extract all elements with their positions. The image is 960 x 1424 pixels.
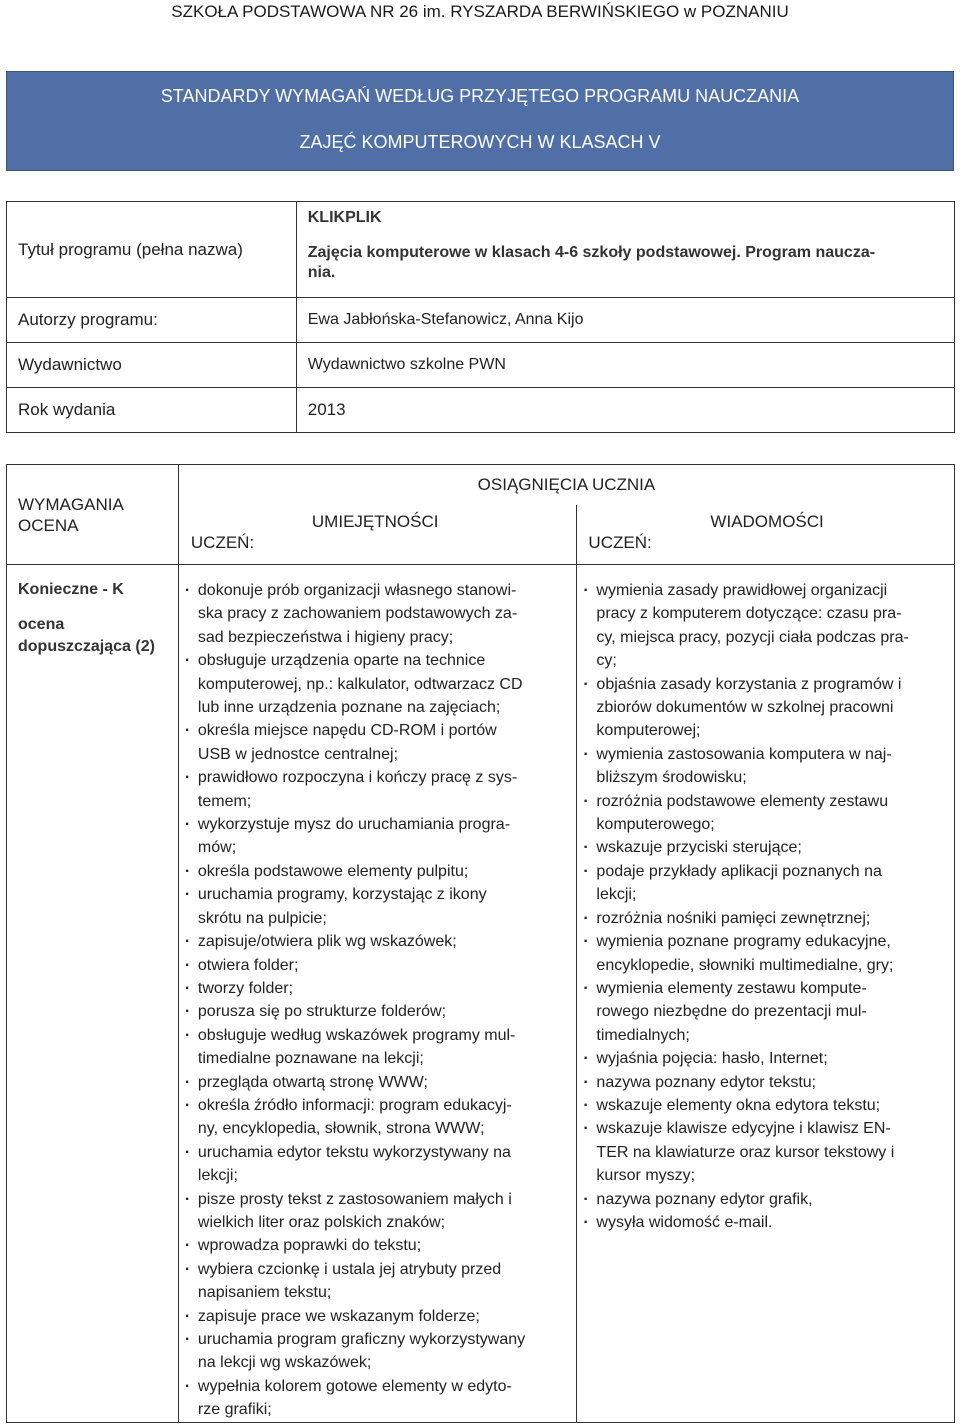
list-item-line: cy, miejsca pracy, pozycji ciała podczas pra-	[596, 628, 909, 646]
list-item	[577, 1117, 954, 1187]
list-item-line: TER na klawiaturze oraz kursor tekstowy i	[596, 1143, 895, 1161]
list-item-line: lekcji;	[596, 886, 637, 904]
list-item-line: · wymienia poznane programy edukacyjne,	[596, 933, 891, 951]
school-name: SZKOŁA PODSTAWOWA NR 26 im. RYSZARDA BERWIŃSKIEGO w POZNANIU	[171, 2, 789, 21]
list-item-line: lub inne urządzenia poznane na zajęciach;	[197, 699, 501, 717]
list-item	[179, 930, 577, 953]
list-item-line: · obsługuje według wskazówek programy mul-	[197, 1026, 516, 1044]
title-line-2: ZAJĘĆ KOMPUTEROWYCH W KLASACH V	[299, 132, 661, 152]
list-item-line: cy;	[596, 652, 617, 670]
list-item	[179, 1000, 577, 1023]
publisher-label: Wydawnictwo	[7, 343, 297, 388]
list-item-line: · nazywa poznany edytor grafik,	[596, 1190, 813, 1208]
list-item	[577, 907, 954, 930]
list-item-line: komputerowej;	[596, 722, 701, 740]
list-item	[179, 719, 577, 766]
list-item-line: USB w jednostce centralnej;	[197, 745, 399, 763]
list-item-line: zbiorów dokumentów w szkolnej pracowni	[596, 699, 894, 717]
authors-value: Ewa Jabłońska-Stefanowicz, Anna Kijo	[296, 298, 954, 343]
list-item-line: rowego niezbędne do prezentacji mul-	[596, 1003, 867, 1021]
list-item-line: · prawidłowo rozpoczyna i kończy pracę z sys-	[197, 769, 518, 787]
list-item-line: · wyjaśnia pojęcia: hasło, Internet;	[596, 1050, 828, 1068]
list-item-line: · rozróżnia podstawowe elementy zestawu	[596, 792, 889, 810]
list-item	[179, 860, 577, 883]
year-label: Rok wydania	[7, 388, 297, 433]
list-item-line: wielkich liter oraz polskich znaków;	[197, 1213, 446, 1231]
grade-line-2: dopuszczająca (2)	[18, 638, 155, 655]
list-item	[179, 1024, 577, 1071]
list-item-line: · tworzy folder;	[197, 979, 294, 997]
list-item-line: · porusza się po strukturze folderów;	[197, 1003, 447, 1021]
list-item-line: komputerowego;	[596, 816, 715, 834]
list-item-line: ska pracy z zachowaniem podstawowych za-	[197, 605, 518, 623]
program-desc-line-2: nia.	[307, 264, 336, 281]
list-item-line: rze grafiki;	[197, 1401, 272, 1419]
skills-header	[178, 505, 577, 565]
list-item	[179, 649, 577, 719]
list-item-line: · wskazuje przyciski sterujące;	[596, 839, 802, 857]
list-item	[577, 1071, 954, 1094]
list-item-line: · wykorzystuje mysz do uruchamiania progra-	[197, 816, 511, 834]
list-item	[179, 1328, 577, 1375]
list-item	[179, 1188, 577, 1235]
program-title-label-text: Tytuł programu (pełna nazwa)	[18, 239, 243, 259]
list-item-line: · wymienia zastosowania komputera w naj-	[596, 745, 892, 763]
list-item-line: pracy z komputerem dotyczące: czasu pra-	[596, 605, 902, 623]
list-item	[179, 766, 577, 813]
list-item	[577, 1188, 954, 1211]
list-item-line: · wybiera czcionkę i ustala jej atrybuty przed	[197, 1260, 502, 1278]
list-item	[179, 813, 577, 860]
program-title-value	[296, 202, 954, 298]
list-item-line: · uruchamia programy, korzystając z ikony	[197, 886, 487, 904]
list-item-line: bliższym środowisku;	[596, 769, 747, 787]
program-info-table	[6, 201, 955, 433]
knowledge-cell	[577, 565, 955, 1423]
list-item	[577, 977, 954, 1047]
list-item-line: timedialnych;	[596, 1026, 690, 1044]
title-line-1: STANDARDY WYMAGAŃ WEDŁUG PRZYJĘTEGO PROGRAMU NAUCZANIA	[160, 86, 800, 106]
list-item	[179, 579, 577, 649]
list-item-line: · obsługuje urządzenia oparte na technice	[197, 652, 486, 670]
list-item	[179, 1234, 577, 1257]
achievements-header: OSIĄGNIĘCIA UCZNIA	[178, 465, 954, 505]
list-item-line: temem;	[197, 792, 252, 810]
list-item	[577, 836, 954, 859]
title-banner	[6, 71, 954, 171]
list-item	[179, 1258, 577, 1305]
list-item-line: · pisze prosty tekst z zastosowaniem małych i	[197, 1190, 512, 1208]
authors-label: Autorzy programu:	[7, 298, 297, 343]
list-item	[577, 930, 954, 977]
list-item-line: skrótu na pulpicie;	[197, 909, 327, 927]
list-item	[577, 743, 954, 790]
list-item-line: timedialne poznawane na lekcji;	[197, 1050, 424, 1068]
skills-title: UMIEJĘTNOŚCI	[311, 511, 439, 531]
list-item-line: · określa podstawowe elementy pulpitu;	[197, 862, 469, 880]
list-item-line: · otwiera folder;	[197, 956, 299, 974]
list-item-line: · wymienia elementy zestawu kompute-	[596, 979, 867, 997]
list-item-line: · zapisuje/otwiera plik wg wskazówek;	[197, 933, 457, 951]
list-item	[179, 954, 577, 977]
list-item-line: komputerowej, np.: kalkulator, odtwarzacz CD	[197, 675, 523, 693]
list-item-line: encyklopedie, słowniki multimedialne, gry;	[596, 956, 894, 974]
list-item	[179, 977, 577, 1000]
knowledge-header	[577, 505, 955, 565]
list-item-line: sad bezpieczeństwa i higieny pracy;	[197, 628, 454, 646]
list-item-line: · wprowadza poprawki do tekstu;	[197, 1237, 422, 1255]
grade-line-1: ocena	[18, 616, 65, 633]
list-item	[179, 1375, 577, 1422]
list-item-line: · określa miejsce napędu CD-ROM i portów	[197, 722, 497, 740]
knowledge-list	[577, 579, 954, 1234]
list-item-line: · podaje przykłady aplikacji poznanych na	[596, 862, 882, 880]
knowledge-uczen-label: UCZEŃ:	[588, 532, 652, 552]
list-item	[577, 790, 954, 837]
skills-cell	[178, 565, 577, 1423]
program-desc-line-1: Zajęcia komputerowe w klasach 4-6 szkoły podstawowej. Program naucza-	[307, 244, 876, 261]
header-ocena: OCENA	[18, 515, 79, 535]
list-item	[179, 1305, 577, 1328]
list-item-line: · nazywa poznany edytor tekstu;	[596, 1073, 817, 1091]
list-item-line: · wskazuje elementy okna edytora tekstu;	[596, 1096, 881, 1114]
program-title-label	[7, 202, 297, 298]
list-item-line: · uruchamia program graficzny wykorzystywany	[197, 1331, 526, 1348]
list-item	[577, 673, 954, 743]
list-item-line: na lekcji wg wskazówek;	[197, 1354, 372, 1372]
list-item-line: · wypełnia kolorem gotowe elementy w edyto-	[197, 1377, 512, 1395]
list-item-line: · przegląda otwartą stronę WWW;	[197, 1073, 428, 1091]
skills-uczen-label: UCZEŃ:	[190, 532, 255, 552]
program-name: KLIKPLIK	[307, 209, 382, 226]
level-name: Konieczne - K	[18, 581, 124, 598]
list-item-line: · zapisuje prace we wskazanym folderze;	[197, 1307, 480, 1325]
list-item-line: napisaniem tekstu;	[197, 1284, 332, 1302]
list-item-line: · wymienia zasady prawidłowej organizacji	[596, 582, 888, 599]
list-item	[179, 1094, 577, 1141]
list-item	[577, 1047, 954, 1070]
list-item	[577, 1094, 954, 1117]
knowledge-title: WIADOMOŚCI	[710, 511, 824, 531]
level-cell	[7, 565, 179, 1423]
list-item-line: · dokonuje prób organizacji własnego stanowi-	[197, 582, 517, 599]
list-item	[179, 1141, 577, 1188]
list-item-line: lekcji;	[197, 1167, 238, 1185]
requirements-header	[7, 465, 179, 565]
skills-list	[179, 579, 577, 1422]
list-item-line: · wysyła widomość e-mail.	[596, 1213, 773, 1231]
list-item-line: ny, encyklopedia, słownik, strona WWW;	[197, 1120, 485, 1138]
list-item-line: · rozróżnia nośniki pamięci zewnętrznej;	[596, 909, 871, 927]
header-wymagania: WYMAGANIA	[18, 494, 124, 514]
list-item-line: · objaśnia zasady korzystania z programów i	[596, 675, 902, 693]
list-item-line: · określa źródło informacji: program edukacyj-	[197, 1096, 512, 1114]
requirements-table	[6, 464, 955, 1423]
year-value: 2013	[296, 388, 954, 433]
list-item	[577, 860, 954, 907]
list-item-line: · uruchamia edytor tekstu wykorzystywany na	[197, 1143, 511, 1161]
list-item	[577, 579, 954, 673]
list-item-line: · wskazuje klawisze edycyjne i klawisz EN-	[596, 1120, 891, 1138]
list-item	[179, 1071, 577, 1094]
list-item	[577, 1211, 954, 1234]
list-item-line: kursor myszy;	[596, 1167, 696, 1185]
list-item	[179, 883, 577, 930]
publisher-value: Wydawnictwo szkolne PWN	[296, 343, 954, 388]
list-item-line: mów;	[197, 839, 237, 857]
